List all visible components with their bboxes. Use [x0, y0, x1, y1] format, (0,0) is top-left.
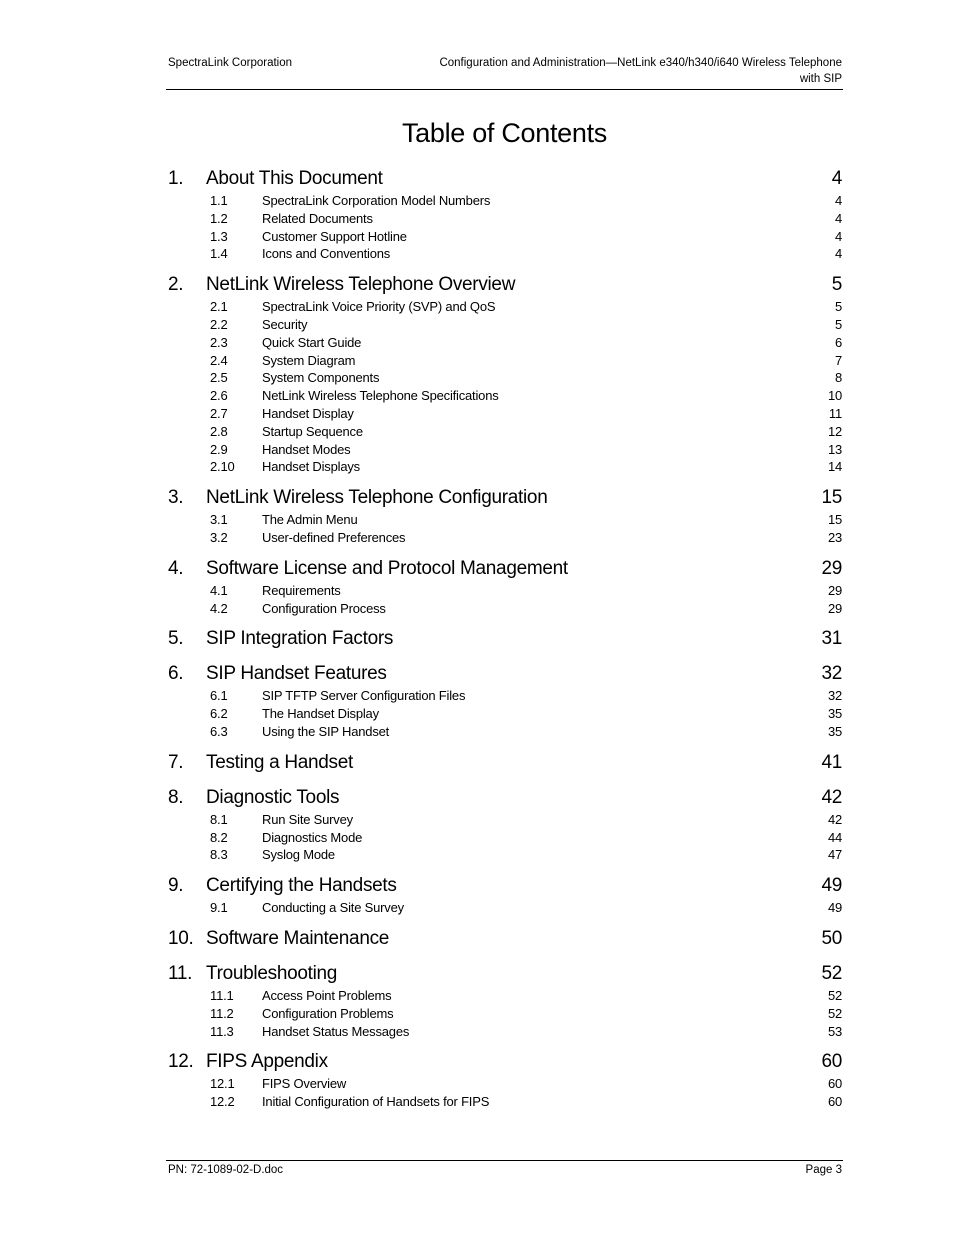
- section-page-number: 60: [821, 1051, 842, 1073]
- subsection-number: 2.8: [210, 423, 228, 439]
- toc-section: [168, 272, 842, 476]
- toc-section: [168, 485, 842, 547]
- subsection-page-number: 5: [834, 316, 842, 332]
- subsection-page-number: 10: [827, 388, 842, 404]
- toc-subsection-entry[interactable]: [168, 245, 842, 263]
- subsection-title: Diagnostics Mode: [262, 829, 363, 845]
- subsection-number: 2.7: [210, 405, 228, 421]
- subsection-number: 6.3: [210, 723, 228, 739]
- subsection-number: 3.2: [210, 529, 228, 545]
- toc-section-entry[interactable]: [168, 166, 842, 192]
- subsection-page-number: 35: [827, 723, 842, 739]
- subsection-number: 11.1: [210, 987, 234, 1003]
- subsection-title: Syslog Mode: [262, 847, 335, 863]
- subsection-page-number: 52: [827, 1005, 842, 1021]
- toc-section: [168, 661, 842, 740]
- subsection-title: Configuration Process: [262, 600, 386, 616]
- subsection-page-number: 42: [827, 811, 842, 827]
- section-number: 1.: [168, 168, 184, 189]
- toc-subsection-entry[interactable]: [168, 405, 842, 423]
- section-page-number: 50: [821, 927, 842, 949]
- subsection-page-number: 11: [828, 405, 842, 421]
- section-number: 11.: [168, 962, 193, 984]
- subsection-number: 4.1: [210, 582, 228, 598]
- toc-subsection-entry[interactable]: [168, 192, 842, 210]
- page-title: Table of Contents: [401, 118, 608, 148]
- subsection-number: 8.2: [210, 829, 228, 845]
- section-page-number: 31: [821, 628, 842, 650]
- subsection-page-number: 60: [827, 1076, 842, 1092]
- subsection-page-number: 47: [827, 847, 842, 863]
- subsection-page-number: 4: [834, 228, 842, 244]
- subsection-title: Handset Status Messages: [262, 1023, 410, 1039]
- section-title: SIP Integration Factors: [206, 628, 394, 650]
- section-page-number: 5: [831, 274, 842, 296]
- toc-subsection-entry[interactable]: [168, 352, 842, 370]
- subsection-number: 1.4: [210, 246, 228, 262]
- footer-part-number: PN: 72-1089-02-D.doc: [168, 1164, 284, 1176]
- subsection-page-number: 4: [834, 210, 842, 226]
- section-page-number: 42: [821, 786, 842, 808]
- subsection-title: Configuration Problems: [262, 1005, 394, 1021]
- section-title: Software Maintenance: [206, 927, 390, 949]
- section-number: 9.: [168, 875, 184, 897]
- subsection-title: Using the SIP Handset: [262, 723, 390, 739]
- toc-section-entry[interactable]: [168, 750, 842, 776]
- subsection-number: 2.4: [210, 352, 228, 368]
- subsection-number: 6.1: [210, 688, 228, 704]
- toc-subsection-entry[interactable]: [168, 441, 842, 459]
- subsection-number: 9.1: [210, 900, 228, 916]
- toc-section: [168, 750, 842, 776]
- toc-subsection-entry[interactable]: [168, 723, 842, 741]
- section-number: 3.: [168, 487, 184, 509]
- toc-subsection-entry[interactable]: [168, 1075, 842, 1093]
- toc-subsection-entry[interactable]: [168, 987, 842, 1005]
- toc-subsection-entry[interactable]: [168, 829, 842, 847]
- section-title: Diagnostic Tools: [206, 786, 340, 808]
- subsection-number: 2.10: [210, 459, 235, 475]
- section-title: Certifying the Handsets: [206, 875, 397, 897]
- subsection-page-number: 29: [827, 600, 842, 616]
- toc-subsection-entry[interactable]: [168, 298, 842, 316]
- header-title-line-1: Configuration and Administration—NetLink e340/h340/i640 Wireless Telephone: [439, 57, 842, 69]
- header-title-line-2: with SIP: [799, 73, 842, 85]
- subsection-title: Conducting a Site Survey: [262, 900, 404, 916]
- subsection-page-number: 29: [827, 582, 842, 598]
- toc-section-entry[interactable]: [168, 272, 842, 298]
- header-company: SpectraLink Corporation: [168, 57, 293, 69]
- section-title: SIP Handset Features: [206, 663, 387, 685]
- toc-subsection-entry[interactable]: [168, 1023, 842, 1041]
- section-title: Testing a Handset: [206, 751, 353, 773]
- subsection-title: Customer Support Hotline: [262, 228, 407, 244]
- subsection-title: The Admin Menu: [262, 512, 358, 528]
- toc-section-entry[interactable]: [168, 661, 842, 687]
- subsection-number: 1.1: [210, 193, 228, 208]
- subsection-number: 3.1: [210, 512, 228, 528]
- subsection-page-number: 12: [827, 423, 842, 439]
- toc-subsection-entry[interactable]: [168, 846, 842, 864]
- subsection-title: User-defined Preferences: [262, 529, 406, 545]
- toc-section: [168, 926, 842, 952]
- subsection-number: 1.3: [210, 228, 228, 244]
- subsection-page-number: 35: [827, 706, 842, 722]
- subsection-title: Handset Modes: [262, 441, 351, 457]
- subsection-page-number: 52: [827, 987, 842, 1003]
- subsection-title: Handset Displays: [262, 459, 360, 475]
- subsection-number: 12.2: [210, 1094, 235, 1110]
- section-page-number: 52: [821, 962, 842, 984]
- subsection-number: 2.6: [210, 388, 228, 404]
- subsection-title: Run Site Survey: [262, 811, 353, 827]
- toc-section-entry[interactable]: [168, 926, 842, 952]
- section-page-number: 49: [821, 875, 842, 897]
- subsection-title: SpectraLink Voice Priority (SVP) and QoS: [262, 299, 496, 315]
- section-title: Software License and Protocol Management: [206, 557, 568, 579]
- subsection-title: The Handset Display: [262, 706, 379, 722]
- subsection-page-number: 7: [834, 352, 842, 368]
- section-page-number: 15: [821, 487, 842, 509]
- subsection-page-number: 53: [827, 1023, 842, 1039]
- subsection-title: Startup Sequence: [262, 423, 363, 439]
- subsection-title: Quick Start Guide: [262, 334, 362, 350]
- section-number: 8.: [168, 786, 184, 808]
- toc-subsection-entry[interactable]: [168, 1005, 842, 1023]
- toc-subsection-entry[interactable]: [168, 334, 842, 352]
- subsection-title: FIPS Overview: [262, 1076, 347, 1092]
- toc-subsection-entry[interactable]: [168, 210, 842, 228]
- header-divider: [166, 89, 843, 90]
- subsection-page-number: 8: [834, 370, 842, 386]
- toc-subsection-entry[interactable]: [168, 687, 842, 705]
- section-page-number: 4: [831, 168, 842, 189]
- header-document-title: [439, 55, 842, 87]
- toc-subsection-entry[interactable]: [168, 387, 842, 405]
- subsection-number: 2.1: [210, 299, 228, 315]
- section-number: 5.: [168, 628, 184, 650]
- toc-subsection-entry[interactable]: [168, 1093, 842, 1111]
- subsection-title: System Components: [262, 370, 380, 386]
- toc-section: [168, 961, 842, 1040]
- footer-page-number: Page 3: [805, 1164, 842, 1176]
- subsection-number: 6.2: [210, 706, 228, 722]
- section-title: About This Document: [206, 168, 383, 189]
- toc-section-entry[interactable]: [168, 961, 842, 987]
- subsection-page-number: 5: [834, 299, 842, 315]
- toc-section-entry[interactable]: [168, 556, 842, 582]
- section-number: 4.: [168, 557, 184, 579]
- subsection-title: Icons and Conventions: [262, 246, 391, 262]
- section-page-number: 41: [821, 751, 842, 773]
- toc-section: [168, 1049, 842, 1111]
- subsection-title: SpectraLink Corporation Model Numbers: [262, 193, 491, 208]
- footer-divider: [166, 1160, 843, 1161]
- section-title: FIPS Appendix: [206, 1051, 328, 1073]
- subsection-number: 2.5: [210, 370, 228, 386]
- subsection-page-number: 4: [834, 193, 842, 208]
- toc-section-entry[interactable]: [168, 626, 842, 652]
- section-number: 12.: [168, 1051, 194, 1073]
- toc-subsection-entry[interactable]: [168, 458, 842, 476]
- toc-subsection-entry[interactable]: [168, 369, 842, 387]
- subsection-page-number: 23: [827, 529, 842, 545]
- subsection-page-number: 15: [827, 512, 842, 528]
- subsection-number: 2.9: [210, 441, 228, 457]
- subsection-title: Requirements: [262, 582, 341, 598]
- subsection-page-number: 4: [834, 246, 842, 262]
- subsection-number: 11.3: [210, 1023, 234, 1039]
- subsection-page-number: 60: [827, 1094, 842, 1110]
- subsection-title: Handset Display: [262, 405, 354, 421]
- section-title: NetLink Wireless Telephone Configuration: [206, 487, 548, 509]
- subsection-page-number: 49: [827, 900, 842, 916]
- toc-subsection-entry[interactable]: [168, 316, 842, 334]
- toc-subsection-entry[interactable]: [168, 529, 842, 547]
- subsection-title: NetLink Wireless Telephone Specifications: [262, 388, 499, 404]
- section-title: NetLink Wireless Telephone Overview: [206, 274, 516, 296]
- toc-section: [168, 873, 842, 917]
- toc-subsection-entry[interactable]: [168, 582, 842, 600]
- toc-subsection-entry[interactable]: [168, 511, 842, 529]
- subsection-page-number: 32: [827, 688, 842, 704]
- toc-section: [168, 626, 842, 652]
- section-number: 10.: [168, 927, 194, 949]
- section-page-number: 32: [821, 663, 842, 685]
- toc-subsection-entry[interactable]: [168, 705, 842, 723]
- subsection-title: Initial Configuration of Handsets for FIPS: [262, 1094, 490, 1110]
- toc-section-entry[interactable]: [168, 873, 842, 899]
- subsection-number: 2.2: [210, 316, 228, 332]
- subsection-page-number: 44: [827, 829, 842, 845]
- subsection-page-number: 14: [827, 459, 842, 475]
- subsection-number: 8.3: [210, 847, 228, 863]
- toc-section: [168, 556, 842, 618]
- subsection-number: 11.2: [210, 1005, 234, 1021]
- subsection-number: 1.2: [210, 210, 228, 226]
- subsection-title: SIP TFTP Server Configuration Files: [262, 688, 466, 704]
- subsection-title: Related Documents: [262, 210, 373, 226]
- table-of-contents: [168, 166, 842, 1120]
- toc-subsection-entry[interactable]: [168, 600, 842, 618]
- subsection-number: 2.3: [210, 334, 228, 350]
- subsection-page-number: 6: [834, 334, 842, 350]
- subsection-title: Access Point Problems: [262, 987, 392, 1003]
- toc-section: [168, 166, 842, 263]
- toc-subsection-entry[interactable]: [168, 423, 842, 441]
- section-number: 2.: [168, 274, 184, 296]
- subsection-page-number: 13: [827, 441, 842, 457]
- subsection-number: 12.1: [210, 1076, 235, 1092]
- toc-section-entry[interactable]: [168, 1049, 842, 1075]
- section-title: Troubleshooting: [206, 962, 338, 984]
- toc-section: [168, 785, 842, 864]
- section-number: 6.: [168, 663, 184, 685]
- section-page-number: 29: [821, 557, 842, 579]
- toc-section-entry[interactable]: [168, 785, 842, 811]
- subsection-title: Security: [262, 316, 308, 332]
- subsection-title: System Diagram: [262, 352, 356, 368]
- section-number: 7.: [168, 751, 184, 773]
- toc-subsection-entry[interactable]: [168, 228, 842, 246]
- toc-section-entry[interactable]: [168, 485, 842, 511]
- toc-subsection-entry[interactable]: [168, 811, 842, 829]
- toc-subsection-entry[interactable]: [168, 899, 842, 917]
- subsection-number: 4.2: [210, 600, 228, 616]
- subsection-number: 8.1: [210, 811, 228, 827]
